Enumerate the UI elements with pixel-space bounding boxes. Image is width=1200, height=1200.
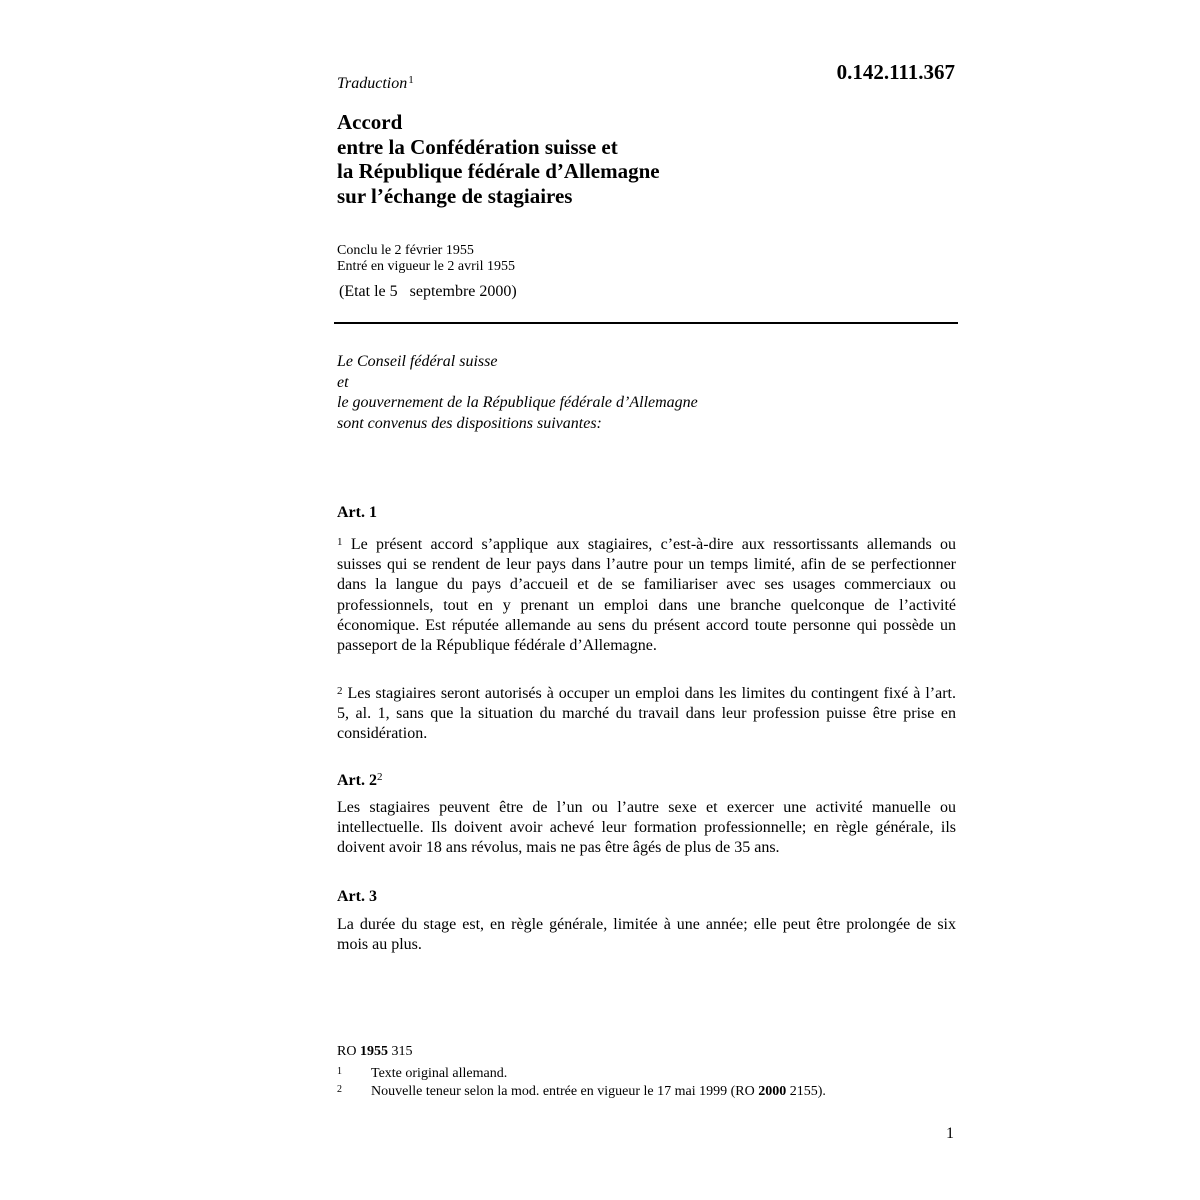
footnote-1: [337, 1064, 826, 1082]
paragraph-text: Les stagiaires peuvent être de l’un ou l’autre sexe et exercer une activité manuelle ou intellectuelle. Ils doivent avoir achevé leur formation professionnelle; en règle générale, ils doivent avoir 18 ans révolus, mais ne pas être âgés de plus de 35 ans.: [337, 799, 956, 857]
footnote-bold: 2000: [758, 1084, 787, 1099]
title-line: Accord: [337, 110, 403, 134]
preamble-line: et: [337, 373, 349, 391]
title-line: sur l’échange de stagiaires: [337, 183, 573, 208]
preamble-line: le gouvernement de la République fédérale d’Allemagne: [337, 394, 698, 411]
article-2-heading: [337, 771, 382, 790]
header-divider: [334, 322, 958, 324]
document-page: [337, 0, 957, 1200]
title-line: la République fédérale d’Allemagne: [337, 159, 660, 183]
preamble-line: sont convenus des dispositions suivantes:: [337, 414, 602, 432]
article-3-heading: [337, 888, 377, 906]
ro-prefix: RO: [337, 1044, 357, 1059]
concluded-date: Conclu le 2 février 1955: [337, 243, 474, 258]
article-3-paragraph: [337, 915, 956, 955]
footnote-text: Texte original allemand.: [371, 1066, 508, 1081]
article-1-paragraph-2: [337, 681, 956, 745]
page-number: 1: [946, 1125, 954, 1142]
document-title: [337, 110, 660, 208]
footnote-text: Nouvelle teneur selon la mod. entrée en vigueur le 17 mai 1999 (RO: [371, 1084, 755, 1099]
translation-label: [337, 74, 414, 93]
paragraph-text: La durée du stage est, en règle générale, limitée à une année; elle peut être prolongée de six mois au plus.: [337, 916, 956, 954]
footnote-2: [337, 1082, 826, 1100]
preamble-line: Le Conseil fédéral suisse: [337, 353, 498, 370]
ro-year: 1955: [359, 1044, 388, 1059]
footnote-ref-1[interactable]: 1: [408, 74, 414, 86]
footnote-number: 1: [337, 1066, 342, 1077]
document-dates: [337, 243, 515, 275]
paragraph-number: 2: [337, 685, 343, 697]
status-date: (Etat le 5 septembre 2000): [339, 283, 517, 300]
ro-page: 315: [391, 1044, 413, 1059]
title-line: entre la Confédération suisse et: [337, 134, 618, 159]
paragraph-text: Les stagiaires seront autorisés à occuper un emploi dans les limites du contingent fixé à l’art. 5, al. 1, sans que la situation du marché du travail dans leur profession puisse être prise en considération.: [337, 685, 956, 743]
footnote-ref-2[interactable]: 2: [376, 771, 383, 783]
footnotes: [337, 1064, 826, 1100]
article-2-paragraph: [337, 798, 956, 859]
paragraph-text: Le présent accord s’applique aux stagiaires, c’est-à-dire aux ressortissants allemands ou suisses qui se rendent de leur pays dans l’autre pour un temps limité, afin de se perfectionner dans la langue du pays d’accueil et de se familiariser avec ses usages commerciaux ou professionnels, tout en y prenant un emploi dans une branche quelconque de l’activité économique. Est réputée allemande au sens du présent accord toute personne qui possède un passeport de la République fédérale d’Allemagne.: [337, 536, 957, 655]
ro-reference: [337, 1044, 412, 1060]
article-heading-text: Art. 2: [337, 772, 377, 789]
rs-number: 0.142.111.367: [836, 60, 955, 84]
in-force-date: Entré en vigueur le 2 avril 1955: [337, 259, 516, 274]
paragraph-number: 1: [337, 536, 343, 548]
preamble: [337, 352, 698, 434]
footnote-text-end: 2155).: [789, 1084, 826, 1099]
article-heading-text: Art. 3: [337, 888, 377, 905]
footnote-number: 2: [337, 1084, 342, 1095]
article-1-heading: [337, 504, 377, 522]
article-heading-text: Art. 1: [337, 504, 377, 521]
translation-text: Traduction: [337, 75, 408, 92]
article-1-paragraph-1: [337, 532, 956, 656]
